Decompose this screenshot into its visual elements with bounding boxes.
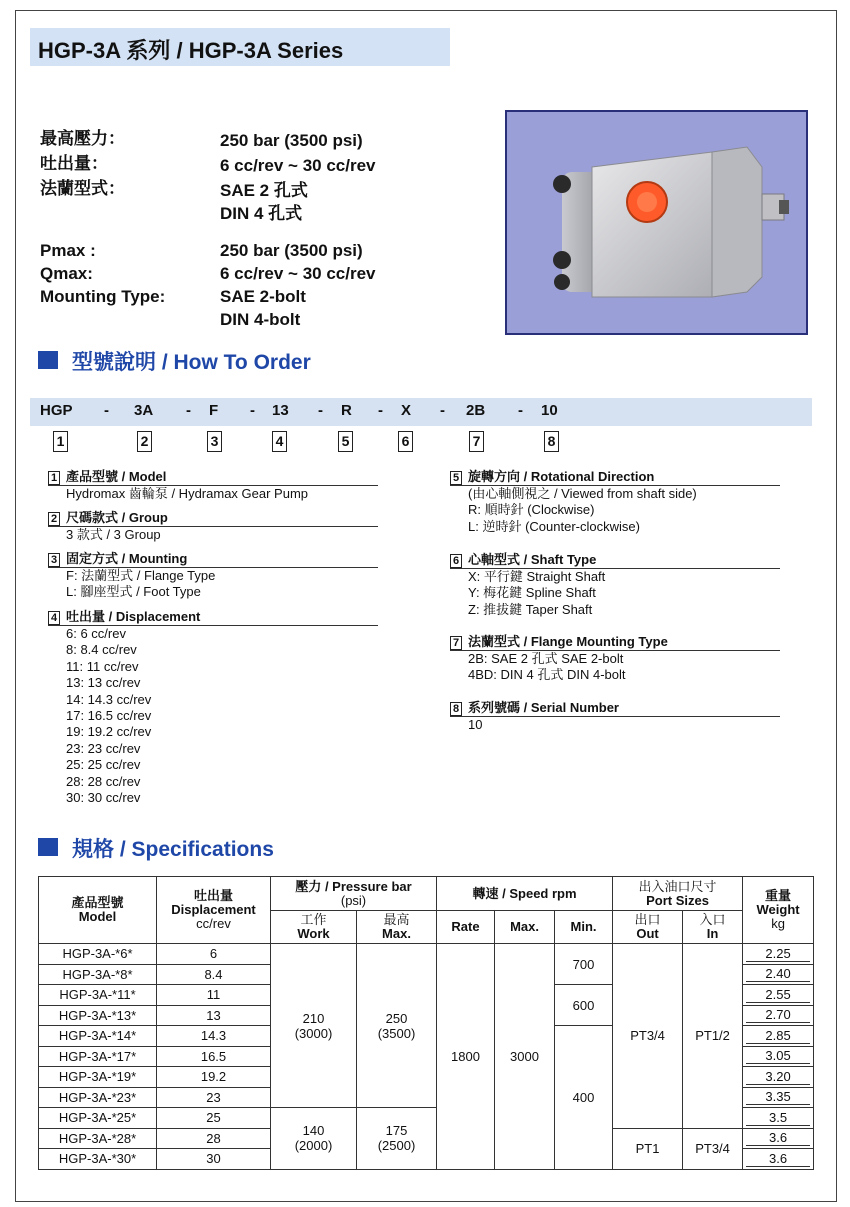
order-item-mounting: 3 固定方式 / Mounting F: 法蘭型式 / Flange Type L: 腳座型式 / Foot Type bbox=[48, 552, 378, 601]
spec-cn-value-pressure: 250 bar (3500 psi) bbox=[220, 131, 363, 150]
order-position-8: 8 bbox=[544, 431, 559, 452]
product-photo bbox=[505, 110, 808, 335]
order-item-model: 1 產品型號 / Model Hydromax 齒輪泵 / Hydramax Gear Pump bbox=[48, 470, 378, 502]
order-code-flange: 2B bbox=[466, 402, 486, 419]
table-row: HGP-3A-*6* 6 210 (3000) 250 (3500) 1800 3000 700 PT3/4 PT1/2 2.25 bbox=[39, 944, 814, 965]
table-row: HGP-3A-*28* 28 PT1 PT3/4 3.6 bbox=[39, 1128, 814, 1149]
header-min-speed: Min. bbox=[555, 911, 613, 944]
spec-cn-label-mount: 法蘭型式： bbox=[40, 179, 125, 198]
table-row: HGP-3A-*23* 23 3.35 bbox=[39, 1087, 814, 1108]
order-code-group: 3A bbox=[134, 402, 154, 419]
spec-en-label-pmax: Pmax : bbox=[40, 241, 96, 260]
header-rate: Rate bbox=[437, 911, 495, 944]
header-port-sizes: 出入油口尺寸 Port Sizes bbox=[613, 877, 743, 911]
order-code-sep: - bbox=[440, 402, 445, 419]
gear-pump-illustration bbox=[507, 112, 808, 335]
spec-en-value-pmax: 250 bar (3500 psi) bbox=[220, 241, 363, 260]
header-work: 工作 Work bbox=[271, 911, 357, 944]
table-row: HGP-3A-*30* 30 3.6 bbox=[39, 1149, 814, 1170]
order-code-sep: - bbox=[250, 402, 255, 419]
table-row: HGP-3A-*25* 25 140 (2000) 175 (2500) 3.5 bbox=[39, 1108, 814, 1129]
spec-en-value-qmax: 6 cc/rev ~ 30 cc/rev bbox=[220, 264, 376, 283]
header-speed: 轉速 / Speed rpm bbox=[437, 877, 613, 911]
order-item-flange: 7 法蘭型式 / Flange Mounting Type 2B: SAE 2 孔式 SAE 2-bolt 4BD: DIN 4 孔式 DIN 4-bolt bbox=[450, 635, 780, 684]
order-code-sep: - bbox=[318, 402, 323, 419]
order-item-displacement: 4 吐出量 / Displacement 6: 6 cc/rev 8: 8.4 cc/rev 11: 11 cc/rev 13: 13 cc/rev 14: 14.3 cc/rev 17: 16.5 cc/rev 19: 19.2 cc/rev 23: 23 cc/rev 25: 25 cc/rev 28: 28 cc/rev 30: 30 cc/rev bbox=[48, 610, 378, 806]
order-item-serial: 8 系列號碼 / Serial Number 10 bbox=[450, 701, 780, 733]
order-position-4: 4 bbox=[272, 431, 287, 452]
spec-en-value-mount-1: SAE 2-bolt bbox=[220, 287, 306, 306]
section-marker-order bbox=[38, 351, 58, 369]
spec-cn-value-mount-2: DIN 4 孔式 bbox=[220, 204, 303, 223]
order-code-sep: - bbox=[186, 402, 191, 419]
order-position-3: 3 bbox=[207, 431, 222, 452]
order-position-2: 2 bbox=[137, 431, 152, 452]
page-title: HGP-3A 系列 / HGP-3A Series bbox=[38, 38, 344, 63]
header-out: 出口 Out bbox=[613, 911, 683, 944]
order-code-model: HGP bbox=[40, 402, 73, 419]
order-item-group: 2 尺碼款式 / Group 3 款式 / 3 Group bbox=[48, 511, 378, 543]
header-pressure: 壓力 / Pressure bar (psi) bbox=[271, 877, 437, 911]
section-marker-specs bbox=[38, 838, 58, 856]
order-position-1: 1 bbox=[53, 431, 68, 452]
section-title-specs: 規格 / Specifications bbox=[72, 838, 274, 861]
header-weight: 重量 Weight kg bbox=[743, 877, 814, 944]
table-row: HGP-3A-*13* 13 2.70 bbox=[39, 1005, 814, 1026]
header-displacement: 吐出量 Displacement cc/rev bbox=[157, 877, 271, 944]
order-item-rotation: 5 旋轉方向 / Rotational Direction (由心軸側視之 / Viewed from shaft side) R: 順時針 (Clockwise) L: 逆時針 (Counter-clockwise) bbox=[450, 470, 780, 535]
order-item-shaft: 6 心軸型式 / Shaft Type X: 平行鍵 Straight Shaft Y: 梅花鍵 Spline Shaft Z: 推拔鍵 Taper Shaft bbox=[450, 553, 780, 618]
spec-cn-value-flow: 6 cc/rev ~ 30 cc/rev bbox=[220, 156, 376, 175]
spec-en-label-mount: Mounting Type: bbox=[40, 287, 166, 306]
table-row: HGP-3A-*19* 19.2 3.20 bbox=[39, 1067, 814, 1088]
order-code-sep: - bbox=[104, 402, 109, 419]
order-code-mounting: F bbox=[209, 402, 219, 419]
spec-cn-value-mount-1: SAE 2 孔式 bbox=[220, 181, 308, 200]
order-code-serial: 10 bbox=[541, 402, 558, 419]
spec-cn-label-pressure: 最高壓力： bbox=[40, 129, 125, 148]
order-position-6: 6 bbox=[398, 431, 413, 452]
specifications-table bbox=[38, 876, 814, 1170]
order-code-rotation: R bbox=[341, 402, 352, 419]
spec-cn-label-flow: 吐出量： bbox=[40, 154, 108, 173]
header-max-speed: Max. bbox=[495, 911, 555, 944]
header-in: 入口 In bbox=[683, 911, 743, 944]
header-max-pressure: 最高 Max. bbox=[357, 911, 437, 944]
order-code-displacement: 13 bbox=[272, 402, 289, 419]
spec-en-label-qmax: Qmax: bbox=[40, 264, 93, 283]
table-row: HGP-3A-*14* 14.3 400 2.85 bbox=[39, 1026, 814, 1047]
table-row: HGP-3A-*11* 11 600 2.55 bbox=[39, 985, 814, 1006]
order-position-5: 5 bbox=[338, 431, 353, 452]
table-row: HGP-3A-*17* 16.5 3.05 bbox=[39, 1046, 814, 1067]
header-model: 產品型號 Model bbox=[39, 877, 157, 944]
table-row: HGP-3A-*8* 8.4 2.40 bbox=[39, 964, 814, 985]
order-code-sep: - bbox=[518, 402, 523, 419]
order-position-7: 7 bbox=[469, 431, 484, 452]
spec-en-value-mount-2: DIN 4-bolt bbox=[220, 310, 301, 329]
order-code-shaft: X bbox=[401, 402, 412, 419]
section-title-order: 型號說明 / How To Order bbox=[72, 351, 311, 374]
order-code-sep: - bbox=[378, 402, 383, 419]
